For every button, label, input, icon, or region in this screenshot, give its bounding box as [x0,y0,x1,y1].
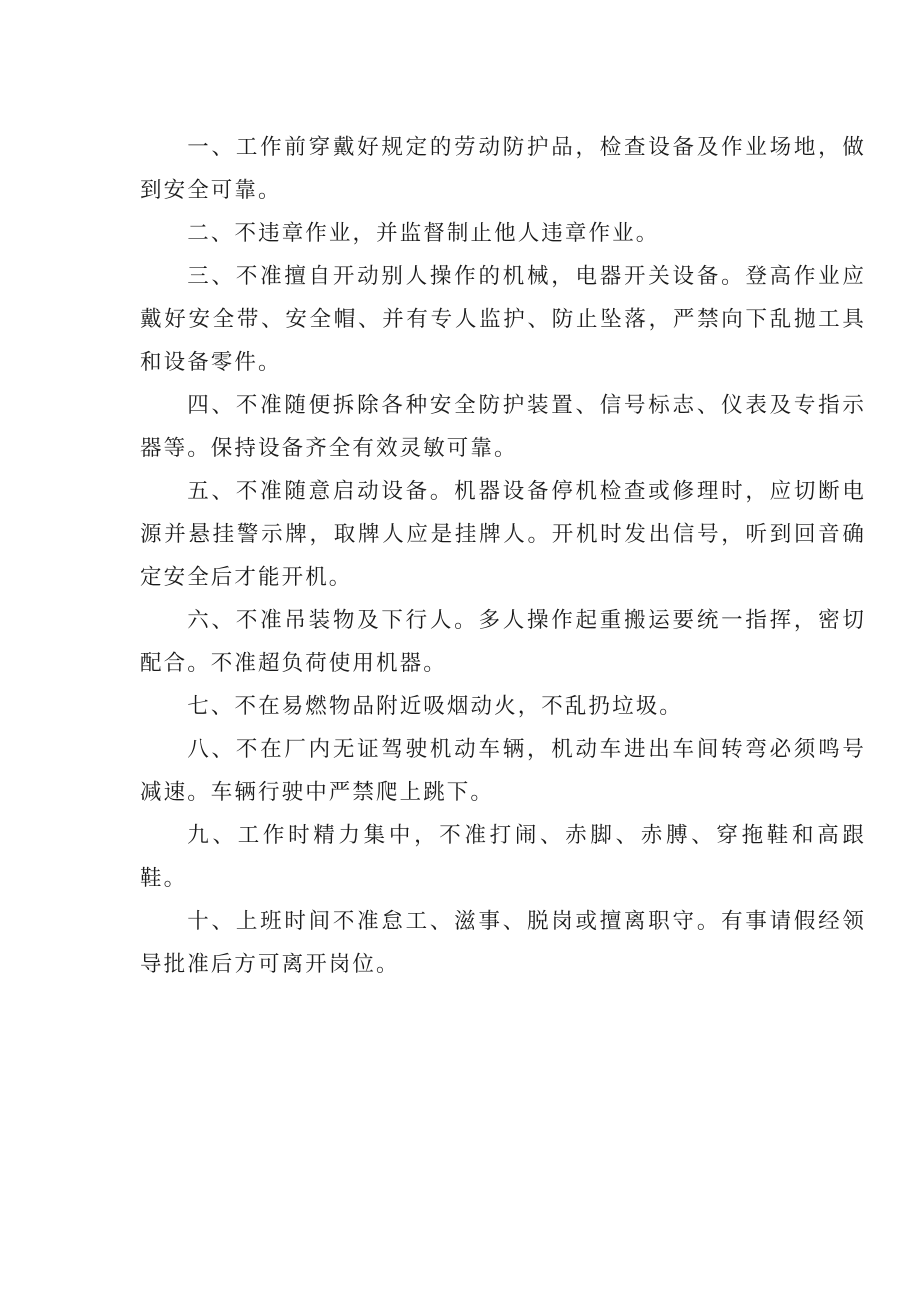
rule-8: 八、不在厂内无证驾驶机动车辆，机动车进出车间转弯必须鸣号减速。车辆行驶中严禁爬上跳下。 [140,737,866,805]
rule-10: 十、上班时间不准怠工、滋事、脱岗或擅离职守。有事请假经领导批准后方可离开岗位。 [140,909,866,977]
rule-4: 四、不准随便拆除各种安全防护装置、信号标志、仪表及专指示器等。保持设备齐全有效灵敏可靠。 [140,393,866,461]
rules-list [140,126,866,986]
rule-9: 九、工作时精力集中，不准打闹、赤脚、赤膊、穿拖鞋和高跟鞋。 [140,823,866,891]
rule-5: 五、不准随意启动设备。机器设备停机检查或修理时，应切断电源并悬挂警示牌，取牌人应是挂牌人。开机时发出信号，听到回音确定安全后才能开机。 [140,479,866,590]
rule-6: 六、不准吊装物及下行人。多人操作起重搬运要统一指挥，密切配合。不准超负荷使用机器。 [140,608,866,676]
rule-7: 七、不在易燃物品附近吸烟动火，不乱扔垃圾。 [187,694,683,719]
rule-1: 一、工作前穿戴好规定的劳动防护品，检查设备及作业场地，做到安全可靠。 [140,135,866,203]
rule-3: 三、不准擅自开动别人操作的机械，电器开关设备。登高作业应戴好安全带、安全帽、并有专人监护、防止坠落，严禁向下乱抛工具和设备零件。 [140,264,866,375]
rule-2: 二、不违章作业，并监督制止他人违章作业。 [187,221,660,246]
